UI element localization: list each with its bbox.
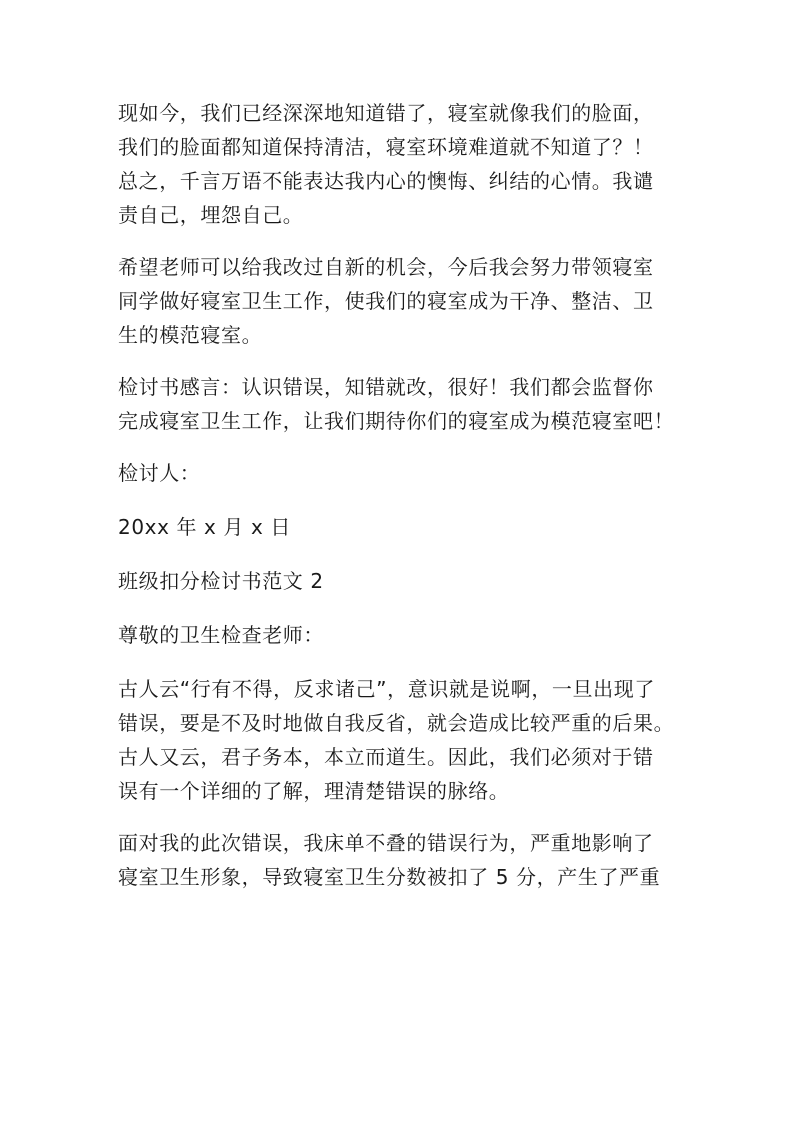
section-title: 班级扣分检讨书范文 2 — [118, 569, 324, 593]
text-line: 希望老师可以给我改过自新的机会，今后我会努力带领寝室 — [118, 255, 654, 279]
paragraph-ancients — [118, 672, 693, 808]
text-line: 完成寝室卫生工作，让我们期待你们的寝室成为模范寝室吧！ — [118, 409, 675, 433]
date-line: 20xx 年 x 月 x 日 — [118, 515, 291, 539]
paragraph-mistake — [118, 826, 693, 894]
paragraph-hope — [118, 250, 693, 352]
text-line: 寝室卫生形象，导致寝室卫生分数被扣了 5 分，产生了严重 — [118, 865, 661, 889]
salutation: 尊敬的卫生检查老师： — [118, 623, 324, 647]
text-line: 同学做好寝室卫生工作，使我们的寝室成为干净、整洁、卫 — [118, 289, 654, 313]
text-line: 古人云“行有不得，反求诸己”，意识就是说啊，一旦出现了 — [118, 677, 655, 701]
text-line: 总之，千言万语不能表达我内心的懊悔、纠结的心情。我谴 — [118, 169, 654, 193]
signature-label: 检讨人： — [118, 461, 201, 485]
text-line: 古人又云，君子务本，本立而道生。因此，我们必须对于错 — [118, 745, 654, 769]
text-line: 面对我的此次错误，我床单不叠的错误行为，严重地影响了 — [118, 831, 654, 855]
text-line: 检讨书感言：认识错误，知错就改，很好！我们都会监督你 — [118, 375, 654, 399]
paragraph-regret — [118, 96, 693, 232]
text-line: 责自己，埋怨自己。 — [118, 203, 304, 227]
text-line: 我们的脸面都知道保持清洁，寝室环境难道就不知道了？！ — [118, 135, 654, 159]
text-line: 现如今，我们已经深深地知道错了，寝室就像我们的脸面， — [118, 101, 654, 125]
text-line: 误有一个详细的了解，理清楚错误的脉络。 — [118, 779, 510, 803]
paragraph-comment — [118, 370, 693, 438]
text-line: 错误，要是不及时地做自我反省，就会造成比较严重的后果。 — [118, 711, 675, 735]
text-line: 生的模范寝室。 — [118, 323, 263, 347]
